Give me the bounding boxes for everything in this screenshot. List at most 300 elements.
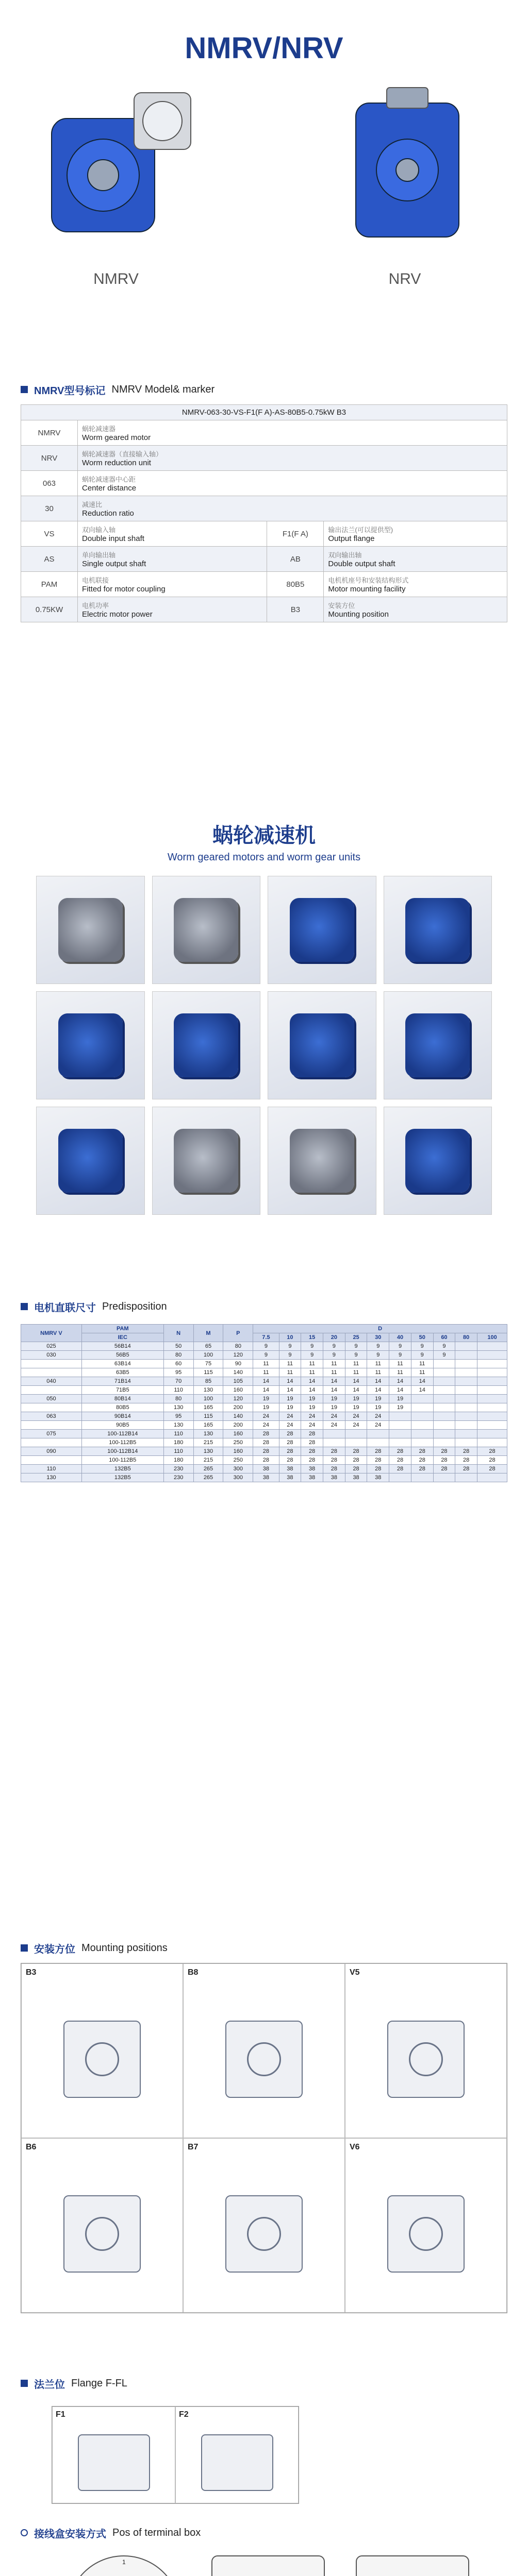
table-cell: 9 [411,1351,433,1360]
table-cell: 90 [223,1360,253,1368]
table-cell [411,1412,433,1421]
table-cell: 14 [301,1386,323,1395]
table-row [21,1377,507,1386]
table-cell: 9 [253,1342,279,1351]
table-cell [21,1386,82,1395]
gallery-photo [384,1107,492,1215]
table-cell [367,1430,389,1438]
table-cell: 28 [345,1456,367,1465]
table-cell: 28 [301,1438,323,1447]
table-cell: 9 [433,1342,455,1351]
table-cell: 130 [193,1430,223,1438]
table-cell: 19 [253,1395,279,1403]
table-cell: 11 [253,1360,279,1368]
table-cell: 95 [163,1412,193,1421]
table-cell: 120 [223,1351,253,1360]
table-cell: 030 [21,1351,82,1360]
table-cell [477,1403,507,1412]
table-cell: 60 [163,1360,193,1368]
marker-row: 063 蜗轮减速器中心距 Center distance [21,471,507,496]
table-cell: 180 [163,1456,193,1465]
section-marker-icon [21,386,28,393]
table-cell: 19 [345,1403,367,1412]
table-cell: 250 [223,1456,253,1465]
table-cell: 11 [323,1360,345,1368]
table-cell: 14 [323,1386,345,1395]
table-cell: 38 [301,1473,323,1482]
table-cell: 19 [389,1395,411,1403]
table-cell: 80 [163,1351,193,1360]
table-cell: 14 [367,1386,389,1395]
gallery-photo [152,991,261,1099]
table-cell: 28 [455,1456,477,1465]
table-cell: 130 [21,1473,82,1482]
table-cell: 110 [163,1430,193,1438]
table-cell: 300 [223,1473,253,1482]
table-cell: 130 [193,1447,223,1456]
table-cell: 300 [223,1465,253,1473]
table-cell: 28 [345,1465,367,1473]
table-cell: 100 [193,1395,223,1403]
section-heading-mounting: 安装方位 Mounting positions [21,1940,168,1956]
table-cell [455,1421,477,1430]
table-cell: 28 [389,1456,411,1465]
table-cell: 100-112B14 [81,1447,163,1456]
table-cell [433,1473,455,1482]
table-cell [433,1386,455,1395]
table-cell [389,1438,411,1447]
table-cell: 105 [223,1377,253,1386]
table-cell [477,1386,507,1395]
table-cell: 24 [367,1421,389,1430]
table-cell: 14 [411,1386,433,1395]
marker-header-code: NMRV-063-30-VS-F1(F A)-AS-80B5-0.75kW B3 [21,405,507,420]
table-cell: 24 [367,1412,389,1421]
table-cell: 24 [345,1421,367,1430]
table-cell: 9 [345,1342,367,1351]
table-cell: 9 [411,1342,433,1351]
mount-position: V6 [345,2138,507,2313]
table-row [21,1360,507,1368]
table-cell: 14 [345,1386,367,1395]
table-cell: 24 [323,1412,345,1421]
table-cell [433,1403,455,1412]
table-row [21,1342,507,1351]
table-cell: 9 [433,1351,455,1360]
terminal-drawing [211,2555,325,2576]
terminal-drawing [356,2555,469,2576]
table-cell [389,1412,411,1421]
table-cell: 28 [477,1465,507,1473]
table-cell: 11 [301,1368,323,1377]
gallery-photo [268,1107,376,1215]
table-cell [455,1473,477,1482]
table-cell: 28 [367,1447,389,1456]
table-cell: 19 [345,1395,367,1403]
nmrv-motor-illustration [31,82,201,268]
table-cell: 14 [253,1386,279,1395]
table-cell [455,1368,477,1377]
table-cell: 063 [21,1412,82,1421]
terminal-box-drawings [67,2555,469,2576]
section-heading-predisposition: 电机直联尺寸 Predisposition [21,1298,167,1315]
table-cell [477,1377,507,1386]
mount-position: B8 [183,1963,345,2138]
table-row [21,1412,507,1421]
table-cell: 28 [253,1438,279,1447]
table-cell: 24 [279,1412,301,1421]
table-cell [411,1430,433,1438]
mount-position: B7 [183,2138,345,2313]
table-cell: 38 [253,1473,279,1482]
table-cell: 14 [411,1377,433,1386]
table-cell: 56B14 [81,1342,163,1351]
table-cell: 19 [323,1395,345,1403]
table-cell: 11 [345,1360,367,1368]
table-cell: 63B14 [81,1360,163,1368]
table-cell [455,1360,477,1368]
table-cell: 11 [279,1360,301,1368]
flange-option: F1 [52,2406,175,2503]
table-cell [433,1377,455,1386]
table-cell: 24 [301,1412,323,1421]
table-cell: 38 [367,1473,389,1482]
table-cell: 28 [433,1447,455,1456]
table-cell: 9 [367,1351,389,1360]
table-cell: 38 [345,1473,367,1482]
table-cell [345,1438,367,1447]
table-cell [433,1360,455,1368]
table-cell: 28 [253,1447,279,1456]
table-cell: 71B14 [81,1377,163,1386]
table-cell: 090 [21,1447,82,1456]
table-cell: 24 [279,1421,301,1430]
table-row [21,1403,507,1412]
table-cell: 19 [279,1403,301,1412]
table-cell: 130 [163,1421,193,1430]
table-cell: 28 [411,1456,433,1465]
table-cell: 28 [301,1447,323,1456]
table-cell: 140 [223,1412,253,1421]
table-cell: 9 [279,1351,301,1360]
table-cell [411,1403,433,1412]
table-cell: 19 [279,1395,301,1403]
section-heading-flange: 法兰位 Flange F-FL [21,2375,127,2392]
table-cell [21,1438,82,1447]
table-cell: 11 [279,1368,301,1377]
table-row [21,1430,507,1438]
nrv-reducer-illustration [320,82,490,268]
section-marker-icon [21,1944,28,1952]
page-title: NMRV/NRV [185,31,343,65]
table-cell: 100-112B5 [81,1456,163,1465]
flange-grid [52,2406,299,2504]
table-cell: 80B14 [81,1395,163,1403]
table-cell: 38 [279,1473,301,1482]
table-cell: 19 [301,1395,323,1403]
table-cell: 63B5 [81,1368,163,1377]
marker-row: NRV 蜗轮减速器（直接输入轴） Worm reduction unit [21,446,507,471]
table-cell: 50 [163,1342,193,1351]
section-title-cn: NMRV型号标记 [34,385,106,397]
table-cell: 80 [223,1342,253,1351]
table-cell: 14 [345,1377,367,1386]
table-cell: 11 [389,1360,411,1368]
section-marker-icon [21,2380,28,2387]
table-cell [455,1438,477,1447]
section-marker-icon [21,1303,28,1310]
table-cell: 24 [345,1412,367,1421]
table-cell: 115 [193,1368,223,1377]
table-cell: 38 [253,1465,279,1473]
table-cell: 28 [411,1465,433,1473]
table-cell: 9 [279,1342,301,1351]
table-cell [455,1377,477,1386]
table-cell: 9 [389,1342,411,1351]
table-cell: 28 [433,1456,455,1465]
gallery-photo [268,991,376,1099]
table-cell [433,1430,455,1438]
table-cell: 9 [345,1351,367,1360]
product-gallery [36,876,492,1215]
table-cell: 215 [193,1456,223,1465]
table-cell [477,1430,507,1438]
table-cell: 28 [367,1465,389,1473]
table-cell: 14 [323,1377,345,1386]
flange-drawing [201,2434,273,2491]
table-cell: 28 [323,1447,345,1456]
table-cell: 14 [301,1377,323,1386]
table-cell: 132B5 [81,1465,163,1473]
mounting-drawing [63,2195,141,2273]
table-cell: 38 [301,1465,323,1473]
table-cell [21,1456,82,1465]
table-cell [345,1430,367,1438]
table-cell: 71B5 [81,1386,163,1395]
table-cell [389,1421,411,1430]
table-row [21,1421,507,1430]
table-cell [455,1430,477,1438]
table-cell: 19 [253,1403,279,1412]
table-cell [477,1473,507,1482]
table-cell: 11 [367,1360,389,1368]
table-cell: 28 [389,1465,411,1473]
table-row [21,1351,507,1360]
table-cell [455,1412,477,1421]
table-cell: 85 [193,1377,223,1386]
table-cell: 28 [455,1447,477,1456]
table-cell: 11 [367,1368,389,1377]
table-cell: 025 [21,1342,82,1351]
table-cell: 9 [389,1351,411,1360]
table-cell [455,1351,477,1360]
mount-position: B6 [21,2138,183,2313]
table-cell: 050 [21,1395,82,1403]
mounting-drawing [387,2021,465,2098]
circle-marker-icon [21,2529,28,2536]
table-cell: 56B5 [81,1351,163,1360]
gallery-photo [152,1107,261,1215]
table-cell: 230 [163,1473,193,1482]
table-cell: 14 [279,1386,301,1395]
table-cell: 100 [193,1351,223,1360]
gallery-photo [36,876,145,984]
marker-row: PAM 电机联接 Fitted for motor coupling 80B5 电机机座号和安装结构形式 Motor mounting facility [21,572,507,597]
table-cell [389,1473,411,1482]
table-cell: 040 [21,1377,82,1386]
gallery-photo [36,991,145,1099]
table-cell: 9 [323,1342,345,1351]
product-photo-nmrv [31,82,201,294]
table-cell: 215 [193,1438,223,1447]
table-cell [477,1351,507,1360]
table-cell: 28 [279,1438,301,1447]
table-cell [411,1421,433,1430]
mounting-positions-grid [21,1963,507,2313]
gallery-photo [152,876,261,984]
table-cell: 28 [301,1456,323,1465]
table-cell [477,1438,507,1447]
gallery-photo [36,1107,145,1215]
table-cell: 9 [367,1342,389,1351]
marker-row: VS 双向输入轴 Double input shaft F1(F A) 输出法兰(可以提供型) Output flange [21,521,507,547]
table-cell: 24 [301,1421,323,1430]
predisposition-table: NMRV V PAM N M P D IEC 7.5 10 15 20 25 30 40 50 60 80 100 025 56B14 50 65 80 9 9 9 9 9 9 9 9 9 030 56B5 80 100 120 9 9 9 9 9 9 9 9 9 63B14 60 75 90 11 11 11 11 11 11 11 11 63B5 95 115 140 11 11 11 11 11 11 11 11 040 71B14 70 85 105 14 14 14 14 14 14 14 14 71B5 110 130 160 14 14 14 14 14 14 14 14 050 80B14 80 100 120 19 19 19 19 19 19 19 80B5 130 165 200 19 19 19 19 19 19 19 063 90B14 95 115 140 24 24 24 24 24 24 90B5 130 165 200 24 24 24 24 24 24 075 100-112B14 110 130 160 28 28 28 100-112B5 180 215 250 28 28 28 090 100-112B14 110 130 160 28 28 28 28 28 28 28 28 28 28 28 100-112B5 180 215 250 28 28 28 28 28 28 28 28 28 28 28 110 132B5 230 265 300 38 38 38 28 28 28 28 28 28 28 28 130 132B5 230 265 300 38 38 38 38 38 38 [21,1324,507,1482]
gallery-photo [268,876,376,984]
table-cell: 130 [193,1386,223,1395]
table-row [21,1438,507,1447]
table-cell [477,1342,507,1351]
table-cell: 160 [223,1447,253,1456]
table-cell [411,1473,433,1482]
table-cell: 130 [163,1403,193,1412]
table-cell: 75 [193,1360,223,1368]
table-cell: 265 [193,1473,223,1482]
table-cell: 80 [163,1395,193,1403]
table-cell [455,1342,477,1351]
table-cell [411,1395,433,1403]
table-cell: 38 [279,1465,301,1473]
table-cell: 28 [301,1430,323,1438]
flange-option: F2 [175,2406,299,2503]
product-label-nmrv: NMRV [93,270,139,287]
table-cell: 28 [279,1430,301,1438]
table-cell: 100-112B5 [81,1438,163,1447]
table-cell: 28 [411,1447,433,1456]
mounting-drawing [225,2195,303,2273]
table-cell: 70 [163,1377,193,1386]
flange-drawing [78,2434,150,2491]
table-cell [477,1421,507,1430]
table-cell: 11 [345,1368,367,1377]
table-cell [21,1421,82,1430]
table-cell: 19 [389,1403,411,1412]
table-cell: 11 [411,1360,433,1368]
table-cell: 24 [253,1421,279,1430]
table-cell: 19 [367,1403,389,1412]
mounting-drawing [63,2021,141,2098]
table-cell [433,1368,455,1377]
table-cell [455,1395,477,1403]
table-cell: 11 [389,1368,411,1377]
table-cell: 28 [279,1456,301,1465]
marker-row: NMRV 蜗轮减速器 Worm geared motor [21,420,507,446]
model-marker-table [21,404,507,622]
table-cell: 230 [163,1465,193,1473]
table-cell: 115 [193,1412,223,1421]
gallery-photo [384,876,492,984]
table-cell: 180 [163,1438,193,1447]
table-cell: 28 [279,1447,301,1456]
table-cell: 28 [367,1456,389,1465]
table-cell: 90B5 [81,1421,163,1430]
table-cell [21,1360,82,1368]
table-cell: 14 [389,1386,411,1395]
table-cell: 140 [223,1368,253,1377]
section-heading-terminal: 接线盒安装方式 Pos of terminal box [21,2524,201,2541]
table-cell: 100-112B14 [81,1430,163,1438]
table-cell: 19 [323,1403,345,1412]
mount-position: V5 [345,1963,507,2138]
table-row [21,1473,507,1482]
mount-position: B3 [21,1963,183,2138]
table-cell [323,1438,345,1447]
table-cell: 24 [323,1421,345,1430]
table-cell: 9 [323,1351,345,1360]
units-title-en: Worm geared motors and worm gear units [167,852,361,863]
table-cell: 90B14 [81,1412,163,1421]
table-cell: 110 [163,1447,193,1456]
table-cell [21,1403,82,1412]
table-cell [411,1438,433,1447]
table-cell: 165 [193,1421,223,1430]
table-cell: 28 [253,1430,279,1438]
table-cell: 11 [301,1360,323,1368]
table-cell: 28 [253,1456,279,1465]
mounting-drawing [225,2021,303,2098]
table-cell: 28 [323,1456,345,1465]
table-cell: 9 [253,1351,279,1360]
table-cell: 28 [389,1447,411,1456]
table-cell: 160 [223,1430,253,1438]
table-cell [455,1403,477,1412]
marker-row: 30 减速比 Reduction ratio [21,496,507,521]
table-cell: 80B5 [81,1403,163,1412]
table-cell: 28 [345,1447,367,1456]
table-cell [477,1360,507,1368]
table-cell [477,1412,507,1421]
product-label-nrv: NRV [388,270,421,287]
section-heading-model [21,381,214,398]
section-title-en: NMRV Model& marker [111,383,215,395]
table-cell: 9 [301,1351,323,1360]
table-cell: 28 [323,1465,345,1473]
table-cell: 38 [323,1473,345,1482]
table-cell [21,1368,82,1377]
gallery-photo [384,991,492,1099]
table-cell: 11 [323,1368,345,1377]
table-cell: 200 [223,1403,253,1412]
table-cell: 110 [21,1465,82,1473]
mounting-drawing [387,2195,465,2273]
marker-row: AS 单向输出轴 Single output shaft AB 双向输出轴 Double output shaft [21,547,507,572]
table-cell [477,1395,507,1403]
product-photo-nrv [320,82,490,294]
table-cell: 165 [193,1403,223,1412]
table-row [21,1456,507,1465]
table-cell [433,1412,455,1421]
table-cell: 28 [477,1456,507,1465]
